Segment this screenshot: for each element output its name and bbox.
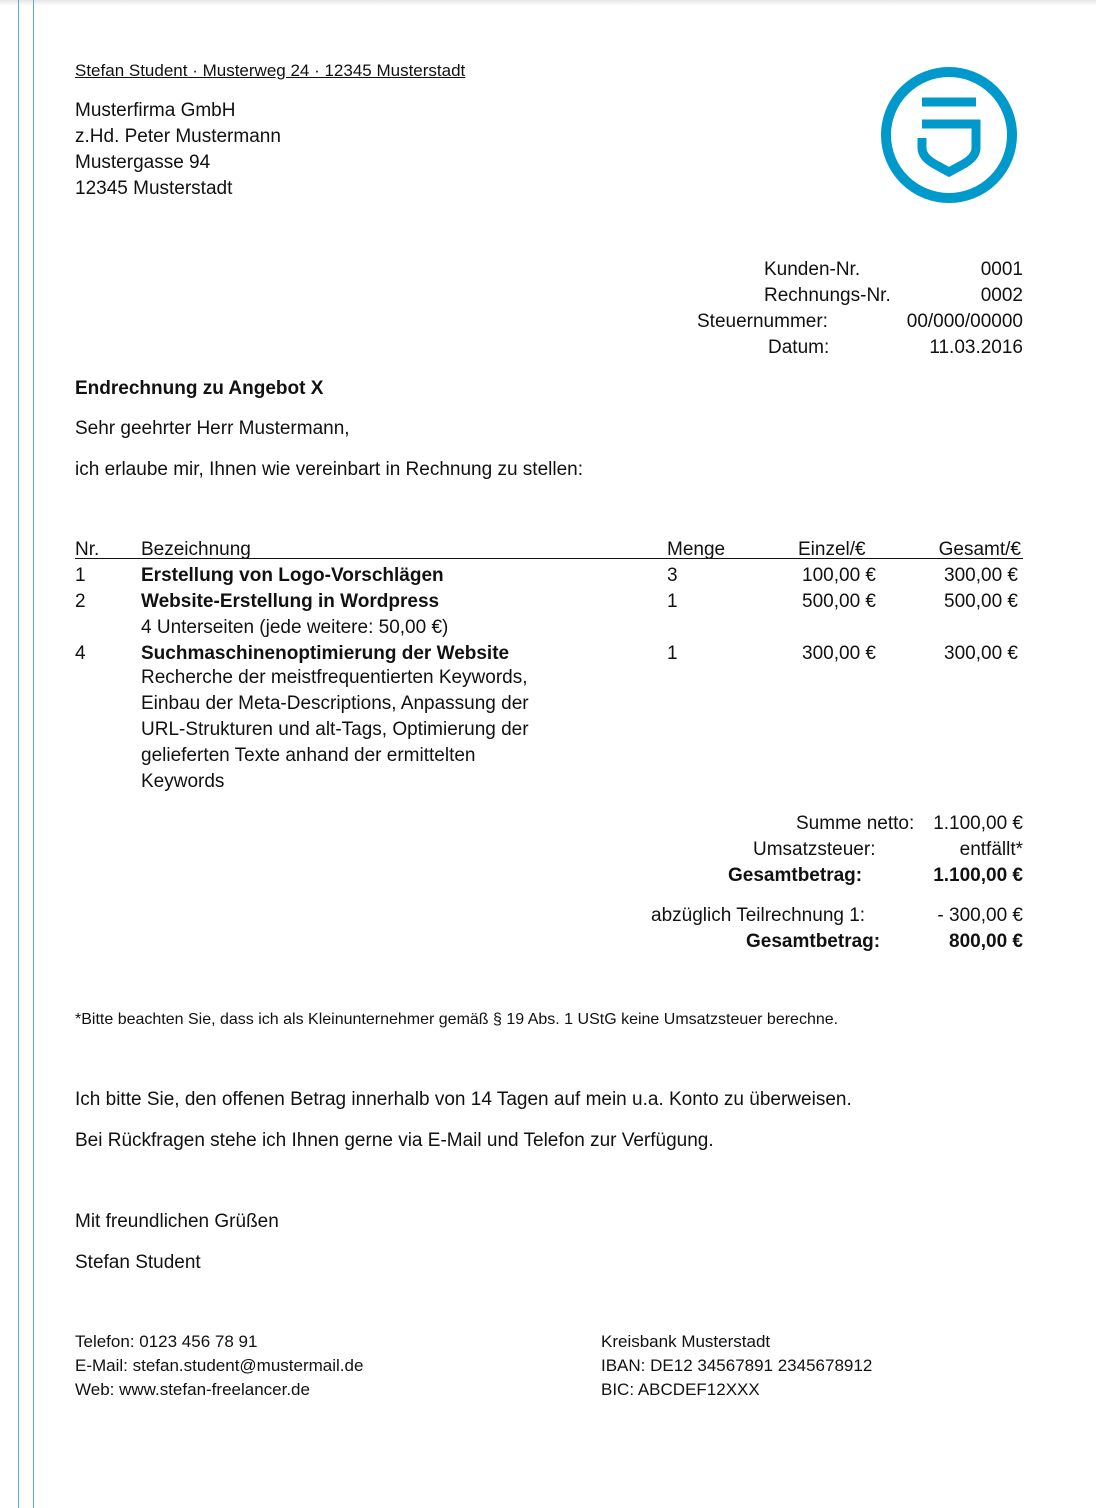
table-row-unit-price: 300,00 € [802,643,876,664]
table-row-quantity: 1 [667,643,678,664]
table-row-detail: Keywords [141,771,225,792]
table-row-quantity: 3 [667,565,678,586]
column-header-total: Gesamt/€ [938,539,1021,560]
footer-email: E-Mail: stefan.student@mustermail.de [75,1356,364,1375]
recipient-line: Musterfirma GmbH [75,100,236,121]
table-row-unit-price: 500,00 € [802,591,876,612]
footer-iban: IBAN: DE12 34567891 2345678912 [601,1356,873,1375]
footer-web: Web: www.stefan-freelancer.de [75,1380,310,1399]
footer-bank [601,1330,872,1402]
table-row-nr: 1 [75,565,86,586]
table-row-title: Website-Erstellung in Wordpress [141,591,440,612]
table-row-detail: Recherche der meistfrequentierten Keywords, [141,667,528,688]
partial-invoice-label: abzüglich Teilrechnung 1: [651,905,866,926]
signature-name: Stefan Student [75,1252,201,1273]
date-label: Datum: [768,337,830,358]
table-row-title: Erstellung von Logo-Vorschlägen [141,565,444,586]
table-row-detail: 4 Unterseiten (jede weitere: 50,00 €) [141,617,449,638]
margin-line [33,0,34,1508]
questions-text: Bei Rückfragen stehe ich Ihnen gerne via E-Mail und Telefon zur Verfügung. [75,1130,714,1151]
invoice-number-label: Rechnungs-Nr. [764,285,891,306]
recipient-line: z.Hd. Peter Mustermann [75,126,281,147]
footer-bic: BIC: ABCDEF12XXX [601,1380,760,1399]
tax-exemption-note: *Bitte beachten Sie, dass ich als Kleinunternehmer gemäß § 19 Abs. 1 UStG keine Umsatzsteuer berechne. [75,1011,839,1028]
date-value: 11.03.2016 [929,337,1023,358]
recipient-line: Mustergasse 94 [75,152,211,173]
table-row-details [141,665,529,795]
gross-total-value: 1.100,00 € [933,865,1023,886]
invoice-number-value: 0002 [980,285,1023,306]
column-header-description: Bezeichnung [141,539,251,560]
table-row-detail: Einbau der Meta-Descriptions, Anpassung der [141,693,529,714]
table-row-total: 300,00 € [944,643,1018,664]
greeting: Sehr geehrter Herr Mustermann, [75,418,350,439]
final-total-value: 800,00 € [949,931,1023,952]
final-total-label: Gesamtbetrag: [746,931,881,952]
table-row-nr: 4 [75,643,86,664]
table-row-unit-price: 100,00 € [802,565,876,586]
table-row-detail: URL-Strukturen und alt-Tags, Optimierung der [141,719,529,740]
customer-number-value: 0001 [980,259,1023,280]
sender-address-line: Stefan Student · Musterweg 24 · 12345 Musterstadt [75,61,466,80]
footer-phone: Telefon: 0123 456 78 91 [75,1332,258,1351]
logo-icon [880,66,1018,204]
table-row-nr: 2 [75,591,86,612]
recipient-line: 12345 Musterstadt [75,178,233,199]
table-row-detail: gelieferten Texte anhand der ermittelten [141,745,476,766]
column-header-unit-price: Einzel/€ [798,539,866,560]
subject-heading: Endrechnung zu Angebot X [75,378,324,399]
partial-invoice-value: - 300,00 € [937,905,1023,926]
table-row-total: 500,00 € [944,591,1018,612]
footer-bank-name: Kreisbank Musterstadt [601,1332,771,1351]
tax-number-value: 00/000/00000 [906,311,1023,332]
gross-total-label: Gesamtbetrag: [728,865,863,886]
page-top-shadow [0,0,1096,6]
closing-salutation: Mit freundlichen Grüßen [75,1211,279,1232]
net-sum-value: 1.100,00 € [933,813,1023,834]
column-header-nr: Nr. [75,539,100,560]
vat-value: entfällt* [959,839,1023,860]
intro-text: ich erlaube mir, Ihnen wie vereinbart in Rechnung zu stellen: [75,459,584,480]
table-row-title: Suchmaschinenoptimierung der Website [141,643,510,664]
tax-number-label: Steuernummer: [697,311,828,332]
table-row-quantity: 1 [667,591,678,612]
column-header-quantity: Menge [667,539,726,560]
recipient-address [75,98,281,202]
customer-number-label: Kunden-Nr. [764,259,861,280]
table-row-total: 300,00 € [944,565,1018,586]
margin-line [18,0,19,1508]
footer-contact [75,1330,363,1402]
payment-request-text: Ich bitte Sie, den offenen Betrag innerhalb von 14 Tagen auf mein u.a. Konto zu überweisen. [75,1089,852,1110]
vat-label: Umsatzsteuer: [753,839,876,860]
net-sum-label: Summe netto: [796,813,915,834]
